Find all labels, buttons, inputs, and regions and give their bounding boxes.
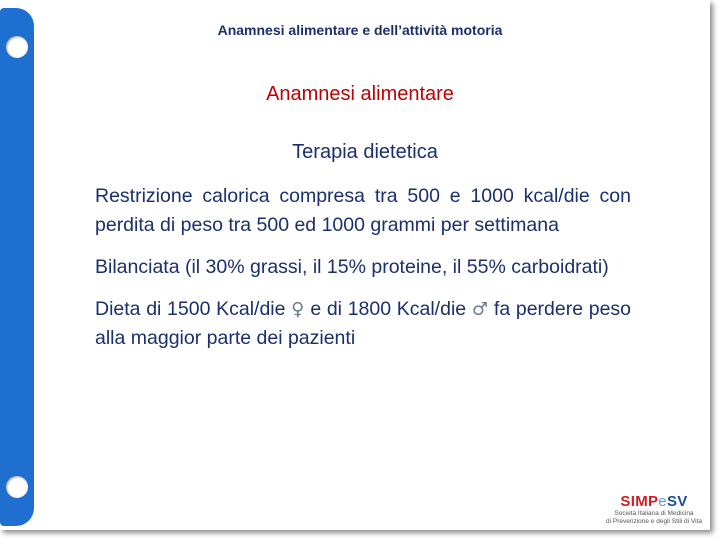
- slide-body: [95, 182, 631, 366]
- subtitle: Terapia dietetica: [292, 141, 438, 163]
- paragraph-diet-calories: [95, 295, 631, 353]
- paragraph-caloric-restriction: Restrizione calorica compresa tra 500 e 1000 kcal/die con perdita di peso tra 500 ed 1000 grammi per settimana: [95, 185, 631, 236]
- logo-wordmark: [594, 494, 714, 510]
- logo-line-2: di Prevenzione e degli Stili di Vita: [606, 518, 702, 525]
- paragraph-balanced-diet: Bilanciata (il 30% grassi, il 15% proteine, il 55% carboidrati): [95, 256, 609, 278]
- male-symbol-icon: ♂: [471, 299, 489, 320]
- slide-header: Anamnesi alimentare e dell’attività motoria: [217, 22, 503, 38]
- binder-hole-bottom: [6, 476, 28, 498]
- logo-line-1: Società Italiana di Medicina: [614, 510, 694, 517]
- section-title: Anamnesi alimentare: [266, 83, 454, 105]
- logo-sv: SV: [666, 493, 688, 510]
- diet-text-b: e di 1800 Kcal/die: [310, 298, 467, 320]
- simpesv-logo: [594, 494, 714, 526]
- female-symbol-icon: ♀: [291, 299, 305, 320]
- diet-text-a: Dieta di 1500 Kcal/die: [95, 298, 286, 320]
- logo-simp: SIMP: [620, 493, 659, 510]
- binder-hole-top: [6, 36, 28, 58]
- diet-text-c: fa perdere peso alla maggior parte dei pazienti: [95, 298, 632, 349]
- logo-e: e: [658, 493, 667, 510]
